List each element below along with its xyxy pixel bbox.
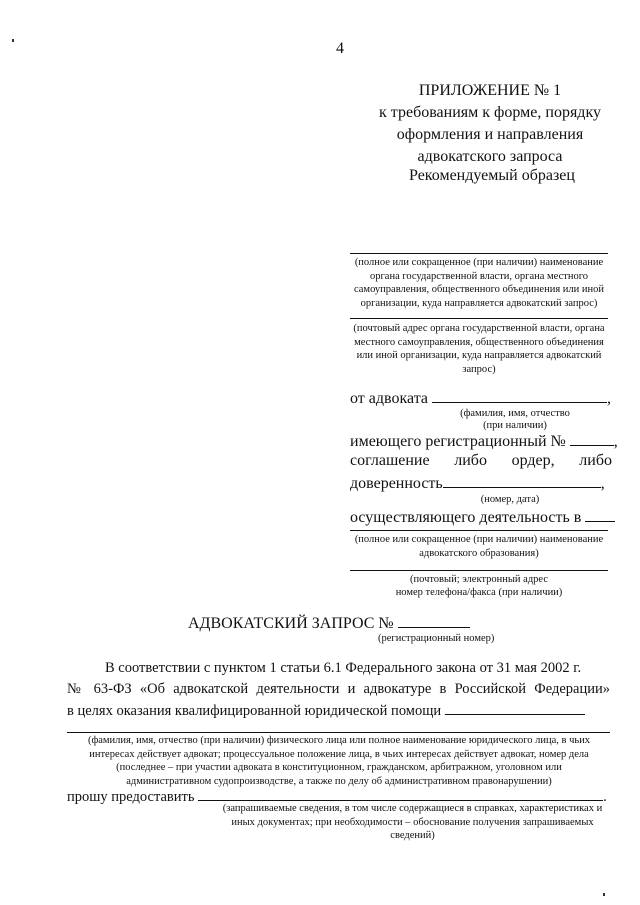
practicing-field[interactable]	[585, 505, 615, 522]
person-line	[67, 732, 610, 733]
agreement-word-4: либо	[579, 452, 612, 469]
reg-number-label: имеющего регистрационный №	[350, 433, 566, 450]
power-of-attorney-field[interactable]	[443, 471, 601, 488]
appendix-title: ПРИЛОЖЕНИЕ № 1	[418, 82, 562, 99]
from-lawyer-label: от адвоката	[350, 390, 428, 407]
contacts-hint-2: номер телефона/факса (при наличии)	[395, 587, 563, 598]
requested-info-field[interactable]	[198, 786, 603, 801]
appendix-header	[340, 80, 640, 168]
lawyer-name-hint-2: (при наличии)	[483, 420, 547, 431]
body-line-3: в целях оказания квалифицированной юридической помощи	[67, 703, 442, 719]
recipient-name-line	[350, 253, 608, 254]
lawyer-name-field[interactable]	[432, 386, 607, 403]
scan-speck	[12, 39, 14, 42]
request-title: АДВОКАТСКИЙ ЗАПРОС №	[188, 615, 394, 632]
practicing-label: осуществляющего деятельность в	[350, 509, 582, 526]
contacts-hint-1: (почтовый; электронный адрес	[409, 574, 549, 585]
appendix-line-3: адвокатского запроса	[417, 148, 563, 165]
comma: ,	[613, 433, 618, 450]
recommended-sample: Рекомендуемый образец	[409, 167, 575, 184]
request-reg-number-hint: (регистрационный номер)	[378, 633, 495, 644]
scan-speck	[603, 893, 605, 896]
please-provide-label: прошу предоставить	[67, 789, 195, 805]
reg-number-field[interactable]	[570, 429, 614, 446]
practicing-row	[350, 505, 615, 529]
period: .	[603, 789, 607, 805]
body-line-3-row	[67, 700, 585, 720]
agreement-row	[350, 450, 612, 472]
bar-name-line	[350, 530, 608, 531]
agreement-word-3: ордер,	[511, 452, 555, 469]
body-line-1: В соответствии с пунктом 1 статьи 6.1 Федерального закона от 31 мая 2002 г.	[105, 660, 582, 676]
recipient-name-hint: (полное или сокращенное (при наличии) наименование органа государственной власти, органа местного самоуправления, общественного объединения или иной организации, куда направляется адвокатский запрос)	[353, 257, 604, 309]
requested-info-hint: (запрашиваемые сведения, в том числе содержащиеся в справках, характеристиках и иных документах; при необходимости – обоснование получения запрашиваемых сведений)	[222, 803, 603, 841]
purpose-field[interactable]	[445, 700, 585, 715]
lawyer-name-hint-1: (фамилия, имя, отчество	[460, 408, 570, 419]
contacts-line	[350, 570, 608, 571]
appendix-line-2: оформления и направления	[396, 126, 584, 143]
body-line-2: № 63-ФЗ «Об адвокатской деятельности и адвокатуре в Российской Федерации»	[67, 681, 610, 697]
comma: ,	[606, 390, 611, 407]
number-date-hint: (номер, дата)	[480, 494, 540, 505]
comma: ,	[600, 475, 605, 492]
agreement-word-2: либо	[454, 452, 487, 469]
page-number: 4	[336, 40, 344, 57]
power-of-attorney-row	[350, 471, 615, 495]
recipient-address-hint: (почтовый адрес органа государственной власти, органа местного самоуправления, общественного объединения или иной организации, куда направляется адвокатский запрос)	[353, 323, 605, 375]
agreement-word-1: соглашение	[350, 452, 430, 469]
power-of-attorney-label: доверенность	[350, 475, 443, 492]
bar-name-hint: (полное или сокращенное (при наличии) наименование адвокатского образования)	[354, 534, 604, 559]
appendix-line-1: к требованиям к форме, порядку	[379, 104, 601, 121]
request-number-field[interactable]	[398, 611, 470, 628]
recipient-address-line	[350, 318, 608, 319]
person-hint: (фамилия, имя, отчество (при наличии) физического лица или полное наименование юридического лица, в чьих интересах действует адвокат; процессуальное положение лица, в чьих интересах действует адвокат, номер дела (последнее – при участии адвоката в конституционном, гражданском, арбитражном, уголовном или административном судопроизводстве, а также по делу об административном правонарушении)	[87, 735, 591, 787]
